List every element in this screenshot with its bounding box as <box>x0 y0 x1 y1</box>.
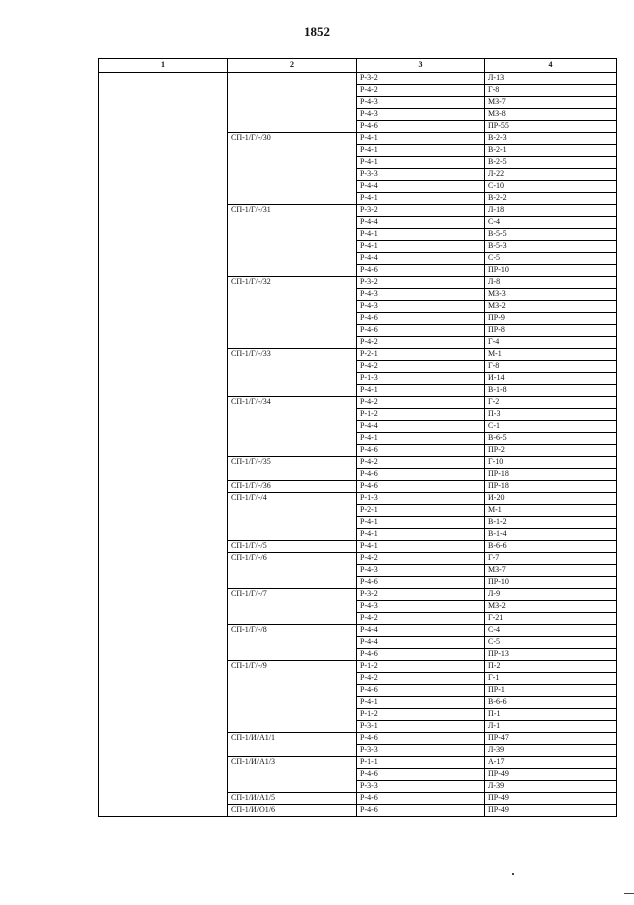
column-3-cell: Р-4-4 <box>357 181 485 193</box>
column-3-cell: Р-3-2 <box>357 589 485 601</box>
column-4-cell: ПР-1 <box>485 685 617 697</box>
column-4-cell: В-5-5 <box>485 229 617 241</box>
group-label-cell: СП-1/Г/-/36 <box>228 481 357 493</box>
column-3-cell: Р-4-6 <box>357 481 485 493</box>
column-3-cell: Р-4-4 <box>357 253 485 265</box>
column-3-cell: Р-1-2 <box>357 409 485 421</box>
column-3-cell: Р-3-3 <box>357 745 485 757</box>
column-4-cell: Л-9 <box>485 589 617 601</box>
column-4-cell: Г-10 <box>485 457 617 469</box>
column-4-cell: Л-8 <box>485 277 617 289</box>
group-label-cell: СП-1/Г/-/34 <box>228 397 357 457</box>
column-4-cell: В-2-5 <box>485 157 617 169</box>
column-3-cell: Р-4-6 <box>357 469 485 481</box>
column-4-cell: МЗ-8 <box>485 109 617 121</box>
column-4-cell: МЗ-2 <box>485 301 617 313</box>
column-4-cell: Л-39 <box>485 781 617 793</box>
column-3-cell: Р-4-2 <box>357 457 485 469</box>
column-4-cell: С-1 <box>485 421 617 433</box>
group-label-cell: СП-1/Г/-/32 <box>228 277 357 349</box>
column-4-cell: С-4 <box>485 625 617 637</box>
column-4-cell: И-14 <box>485 373 617 385</box>
column-4-cell: ПР-55 <box>485 121 617 133</box>
group-label-cell: СП-1/И/А1/1 <box>228 733 357 757</box>
column-4-cell: В-5-3 <box>485 241 617 253</box>
group-label-cell: СП-1/И/А1/5 <box>228 793 357 805</box>
column-4-cell: В-1-2 <box>485 517 617 529</box>
column-4-cell: В-2-2 <box>485 193 617 205</box>
column-4-cell: В-1-8 <box>485 385 617 397</box>
column-3-cell: Р-4-2 <box>357 397 485 409</box>
table-body <box>99 73 617 817</box>
column-header-4: 4 <box>485 59 617 73</box>
column-4-cell: С-10 <box>485 181 617 193</box>
column-3-cell: Р-3-2 <box>357 205 485 217</box>
column-4-cell: Г-2 <box>485 397 617 409</box>
column-4-cell: ПР-18 <box>485 469 617 481</box>
column-header-2: 2 <box>228 59 357 73</box>
column-3-cell: Р-4-3 <box>357 601 485 613</box>
column-4-cell: М-1 <box>485 349 617 361</box>
column-3-cell: Р-4-3 <box>357 97 485 109</box>
column-4-cell: МЗ-3 <box>485 289 617 301</box>
column-3-cell: Р-4-6 <box>357 685 485 697</box>
column-4-cell: В-1-4 <box>485 529 617 541</box>
group-label-cell: СП-1/Г/-/6 <box>228 553 357 589</box>
column-3-cell: Р-4-6 <box>357 325 485 337</box>
column-3-cell: Р-1-3 <box>357 373 485 385</box>
group-label-cell: СП-1/И/А1/3 <box>228 757 357 793</box>
column-header-1: 1 <box>99 59 228 73</box>
column-4-cell: Г-8 <box>485 361 617 373</box>
column-4-cell: С-4 <box>485 217 617 229</box>
group-label-cell: СП-1/Г/-/8 <box>228 625 357 661</box>
column-3-cell: Р-4-1 <box>357 145 485 157</box>
group-label-cell: СП-1/И/О1/6 <box>228 805 357 817</box>
column-4-cell: В-6-6 <box>485 541 617 553</box>
group-label-cell: СП-1/Г/-/33 <box>228 349 357 397</box>
data-table <box>98 58 617 817</box>
group-label-cell: СП-1/Г/-/4 <box>228 493 357 541</box>
column-4-cell: ПР-47 <box>485 733 617 745</box>
column-4-cell: ПР-18 <box>485 481 617 493</box>
column-3-cell: Р-4-4 <box>357 637 485 649</box>
column-4-cell: ПР-8 <box>485 325 617 337</box>
column-4-cell: П-3 <box>485 409 617 421</box>
column-3-cell: Р-4-2 <box>357 553 485 565</box>
column-3-cell: Р-4-2 <box>357 673 485 685</box>
column-3-cell: Р-4-6 <box>357 313 485 325</box>
column-header-3: 3 <box>357 59 485 73</box>
column-3-cell: Р-1-3 <box>357 493 485 505</box>
footer-dash <box>624 893 634 894</box>
column-3-cell: Р-4-6 <box>357 265 485 277</box>
column-3-cell: Р-4-1 <box>357 157 485 169</box>
column-4-cell: ПР-10 <box>485 577 617 589</box>
column-3-cell: Р-3-2 <box>357 73 485 85</box>
group-label-cell: СП-1/Г/-/5 <box>228 541 357 553</box>
footer-mark <box>512 873 514 875</box>
column-3-cell: Р-3-1 <box>357 721 485 733</box>
column-3-cell: Р-4-6 <box>357 649 485 661</box>
column-3-cell: Р-4-2 <box>357 85 485 97</box>
column-4-cell: В-6-5 <box>485 433 617 445</box>
column-3-cell: Р-4-6 <box>357 805 485 817</box>
column-4-cell: Г-21 <box>485 613 617 625</box>
column-3-cell: Р-4-6 <box>357 445 485 457</box>
column-3-cell: Р-4-4 <box>357 625 485 637</box>
column-3-cell: Р-4-2 <box>357 337 485 349</box>
column-3-cell: Р-3-3 <box>357 781 485 793</box>
column-4-cell: ПР-9 <box>485 313 617 325</box>
column-3-cell: Р-4-1 <box>357 385 485 397</box>
column-4-cell: С-5 <box>485 637 617 649</box>
column-3-cell: Р-4-3 <box>357 109 485 121</box>
table-row <box>99 73 617 85</box>
column-3-cell: Р-4-4 <box>357 421 485 433</box>
column-4-cell: Л-13 <box>485 73 617 85</box>
column-3-cell: Р-4-1 <box>357 517 485 529</box>
column-4-cell: П-2 <box>485 661 617 673</box>
column-4-cell: МЗ-7 <box>485 565 617 577</box>
column-3-cell: Р-4-6 <box>357 121 485 133</box>
table-header-row <box>99 59 617 73</box>
column-3-cell: Р-1-1 <box>357 757 485 769</box>
column-4-cell: С-5 <box>485 253 617 265</box>
group-label-cell <box>228 73 357 133</box>
column-4-cell: ПР-49 <box>485 805 617 817</box>
group-label-cell: СП-1/Г/-/7 <box>228 589 357 625</box>
column-3-cell: Р-4-1 <box>357 241 485 253</box>
column-4-cell: В-2-1 <box>485 145 617 157</box>
column-3-cell: Р-4-1 <box>357 697 485 709</box>
column-3-cell: Р-4-3 <box>357 565 485 577</box>
column-3-cell: Р-4-2 <box>357 613 485 625</box>
column-3-cell: Р-3-3 <box>357 169 485 181</box>
column-3-cell: Р-4-1 <box>357 433 485 445</box>
column-4-cell: ПР-49 <box>485 769 617 781</box>
column-3-cell: Р-4-1 <box>357 193 485 205</box>
column-4-cell: Г-7 <box>485 553 617 565</box>
column-4-cell: ПР-13 <box>485 649 617 661</box>
column-4-cell: МЗ-2 <box>485 601 617 613</box>
column-4-cell: Г-1 <box>485 673 617 685</box>
column-4-cell: Л-18 <box>485 205 617 217</box>
group-label-cell: СП-1/Г/-/30 <box>228 133 357 205</box>
column-4-cell: Л-39 <box>485 745 617 757</box>
column-3-cell: Р-4-4 <box>357 217 485 229</box>
column-4-cell: ПР-49 <box>485 793 617 805</box>
group-label-cell: СП-1/Г/-/35 <box>228 457 357 481</box>
column-4-cell: В-2-3 <box>485 133 617 145</box>
column-4-cell: Л-1 <box>485 721 617 733</box>
column-1-cell <box>99 73 228 817</box>
column-3-cell: Р-4-1 <box>357 229 485 241</box>
column-4-cell: Г-8 <box>485 85 617 97</box>
column-3-cell: Р-4-6 <box>357 769 485 781</box>
column-4-cell: МЗ-7 <box>485 97 617 109</box>
column-4-cell: М-1 <box>485 505 617 517</box>
page-number: 1852 <box>304 24 330 39</box>
column-3-cell: Р-2-1 <box>357 349 485 361</box>
column-3-cell: Р-2-1 <box>357 505 485 517</box>
column-4-cell: Г-4 <box>485 337 617 349</box>
column-3-cell: Р-3-2 <box>357 277 485 289</box>
column-4-cell: А-17 <box>485 757 617 769</box>
column-3-cell: Р-4-6 <box>357 793 485 805</box>
column-4-cell: ПР-2 <box>485 445 617 457</box>
column-3-cell: Р-4-3 <box>357 289 485 301</box>
column-3-cell: Р-1-2 <box>357 709 485 721</box>
column-3-cell: Р-1-2 <box>357 661 485 673</box>
column-4-cell: В-6-6 <box>485 697 617 709</box>
column-3-cell: Р-4-1 <box>357 529 485 541</box>
column-3-cell: Р-4-2 <box>357 361 485 373</box>
column-4-cell: И-20 <box>485 493 617 505</box>
group-label-cell: СП-1/Г/-/31 <box>228 205 357 277</box>
column-4-cell: ПР-10 <box>485 265 617 277</box>
column-3-cell: Р-4-1 <box>357 541 485 553</box>
column-3-cell: Р-4-3 <box>357 301 485 313</box>
column-3-cell: Р-4-6 <box>357 577 485 589</box>
column-3-cell: Р-4-1 <box>357 133 485 145</box>
column-4-cell: П-1 <box>485 709 617 721</box>
column-3-cell: Р-4-6 <box>357 733 485 745</box>
group-label-cell: СП-1/Г/-/9 <box>228 661 357 733</box>
column-4-cell: Л-22 <box>485 169 617 181</box>
